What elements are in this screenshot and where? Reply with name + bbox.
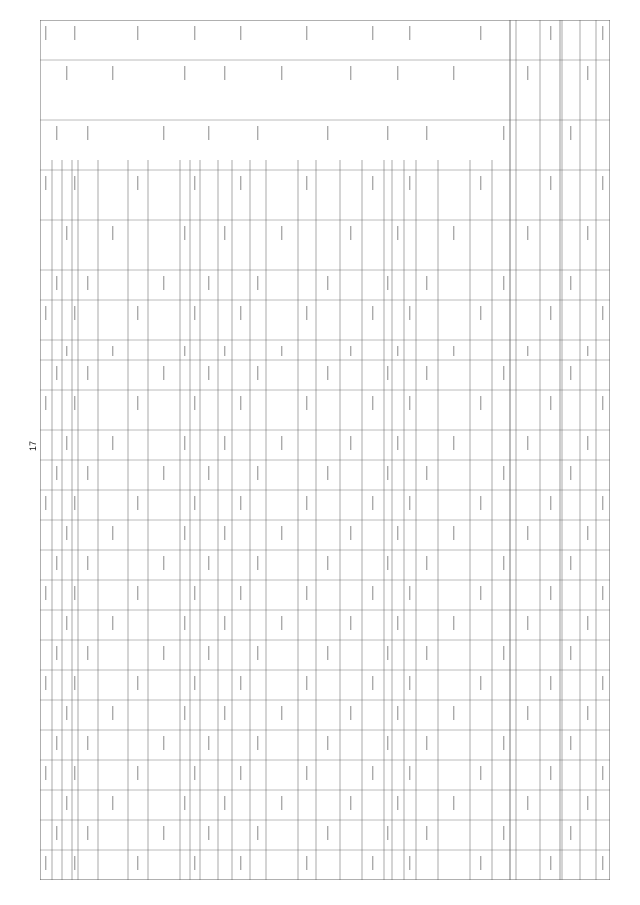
cell-text-mark — [306, 26, 307, 40]
cell-text-mark — [257, 466, 258, 480]
cell-text-mark — [87, 466, 88, 480]
cell-text-mark — [224, 346, 225, 356]
cell-text-mark — [550, 676, 551, 690]
cell-text-mark — [602, 306, 603, 320]
cell-text-mark — [184, 66, 185, 80]
cell-text-mark — [45, 676, 46, 690]
cell-text-mark — [112, 66, 113, 80]
cell-text-mark — [87, 126, 88, 140]
cell-text-mark — [45, 766, 46, 780]
cell-text-mark — [112, 346, 113, 356]
cell-text-mark — [56, 276, 57, 290]
cell-text-mark — [240, 496, 241, 510]
cell-text-mark — [224, 436, 225, 450]
page-number: 17 — [28, 440, 39, 452]
cell-text-mark — [194, 856, 195, 870]
cell-text-mark — [240, 396, 241, 410]
cell-text-mark — [74, 586, 75, 600]
cell-text-mark — [74, 26, 75, 40]
cell-text-mark — [409, 856, 410, 870]
cell-text-mark — [587, 526, 588, 540]
cell-text-mark — [587, 706, 588, 720]
cell-text-mark — [327, 276, 328, 290]
cell-text-mark — [208, 646, 209, 660]
cell-text-mark — [208, 366, 209, 380]
cell-text-mark — [224, 66, 225, 80]
cell-text-mark — [397, 226, 398, 240]
cell-text-mark — [453, 226, 454, 240]
cell-text-mark — [570, 366, 571, 380]
cell-text-mark — [350, 796, 351, 810]
cell-text-mark — [480, 766, 481, 780]
cell-text-mark — [281, 346, 282, 356]
cell-text-mark — [257, 736, 258, 750]
cell-text-mark — [397, 66, 398, 80]
cell-text-mark — [350, 226, 351, 240]
cell-text-mark — [74, 496, 75, 510]
cell-text-mark — [503, 276, 504, 290]
cell-text-mark — [281, 226, 282, 240]
cell-text-mark — [66, 66, 67, 80]
cell-text-mark — [397, 706, 398, 720]
cell-text-mark — [426, 126, 427, 140]
cell-text-mark — [503, 646, 504, 660]
cell-text-mark — [426, 466, 427, 480]
cell-text-mark — [453, 706, 454, 720]
cell-text-mark — [137, 856, 138, 870]
cell-text-mark — [87, 366, 88, 380]
cell-text-mark — [137, 496, 138, 510]
cell-text-mark — [184, 616, 185, 630]
cell-text-mark — [208, 276, 209, 290]
cell-text-mark — [281, 706, 282, 720]
cell-text-mark — [587, 796, 588, 810]
cell-text-mark — [602, 676, 603, 690]
cell-text-mark — [587, 616, 588, 630]
cell-text-mark — [570, 466, 571, 480]
cell-text-mark — [257, 556, 258, 570]
cell-text-mark — [306, 496, 307, 510]
cell-text-mark — [550, 856, 551, 870]
cell-text-mark — [550, 396, 551, 410]
cell-text-mark — [306, 856, 307, 870]
cell-text-mark — [224, 226, 225, 240]
cell-text-mark — [327, 126, 328, 140]
cell-text-mark — [281, 436, 282, 450]
cell-text-mark — [570, 276, 571, 290]
cell-text-mark — [426, 646, 427, 660]
cell-text-mark — [137, 176, 138, 190]
cell-text-mark — [453, 346, 454, 356]
cell-text-mark — [45, 176, 46, 190]
cell-text-mark — [426, 366, 427, 380]
cell-text-mark — [602, 766, 603, 780]
cell-text-mark — [184, 226, 185, 240]
cell-text-mark — [350, 66, 351, 80]
cell-text-mark — [240, 856, 241, 870]
cell-text-mark — [208, 556, 209, 570]
cell-text-mark — [184, 436, 185, 450]
cell-text-mark — [66, 616, 67, 630]
cell-text-mark — [527, 436, 528, 450]
cell-text-mark — [240, 306, 241, 320]
cell-text-mark — [587, 66, 588, 80]
cell-text-mark — [257, 646, 258, 660]
cell-text-mark — [397, 616, 398, 630]
cell-text-mark — [570, 736, 571, 750]
cell-text-mark — [208, 466, 209, 480]
cell-text-mark — [208, 826, 209, 840]
cell-text-mark — [194, 26, 195, 40]
cell-text-mark — [527, 706, 528, 720]
cell-text-mark — [480, 26, 481, 40]
cell-text-mark — [372, 396, 373, 410]
cell-text-mark — [453, 436, 454, 450]
cell-text-mark — [372, 766, 373, 780]
cell-text-mark — [184, 796, 185, 810]
cell-text-mark — [409, 176, 410, 190]
cell-text-mark — [550, 586, 551, 600]
cell-text-mark — [527, 526, 528, 540]
cell-text-mark — [194, 766, 195, 780]
cell-text-mark — [527, 616, 528, 630]
cell-text-mark — [397, 436, 398, 450]
cell-text-mark — [327, 366, 328, 380]
cell-text-mark — [409, 396, 410, 410]
cell-text-mark — [550, 496, 551, 510]
cell-text-mark — [208, 126, 209, 140]
cell-text-mark — [480, 396, 481, 410]
cell-text-mark — [224, 796, 225, 810]
cell-text-mark — [163, 466, 164, 480]
cell-text-mark — [587, 346, 588, 356]
cell-text-mark — [602, 176, 603, 190]
cell-text-mark — [74, 856, 75, 870]
cell-text-mark — [194, 306, 195, 320]
cell-text-mark — [602, 396, 603, 410]
cell-text-mark — [306, 306, 307, 320]
cell-text-mark — [163, 826, 164, 840]
cell-text-mark — [570, 556, 571, 570]
cell-text-mark — [66, 346, 67, 356]
cell-text-mark — [409, 496, 410, 510]
cell-text-mark — [56, 466, 57, 480]
cell-text-mark — [453, 526, 454, 540]
cell-text-mark — [194, 396, 195, 410]
cell-text-mark — [45, 586, 46, 600]
cell-text-mark — [372, 306, 373, 320]
cell-text-mark — [184, 346, 185, 356]
cell-text-mark — [550, 26, 551, 40]
cell-text-mark — [570, 826, 571, 840]
cell-text-mark — [372, 496, 373, 510]
cell-text-mark — [480, 176, 481, 190]
cell-text-mark — [602, 26, 603, 40]
cell-text-mark — [257, 366, 258, 380]
cell-text-mark — [240, 766, 241, 780]
cell-text-mark — [74, 176, 75, 190]
cell-text-mark — [56, 646, 57, 660]
cell-text-mark — [527, 66, 528, 80]
cell-text-mark — [112, 796, 113, 810]
cell-text-mark — [602, 496, 603, 510]
cell-text-mark — [387, 126, 388, 140]
cell-text-mark — [350, 706, 351, 720]
cell-text-mark — [281, 616, 282, 630]
cell-text-mark — [240, 676, 241, 690]
cell-text-mark — [387, 646, 388, 660]
cell-text-mark — [480, 676, 481, 690]
cell-text-mark — [397, 526, 398, 540]
cell-text-mark — [527, 346, 528, 356]
cell-text-mark — [409, 586, 410, 600]
cell-text-mark — [194, 676, 195, 690]
cell-text-mark — [184, 526, 185, 540]
cell-text-mark — [74, 766, 75, 780]
cell-text-mark — [602, 856, 603, 870]
cell-text-mark — [550, 766, 551, 780]
cell-text-mark — [327, 736, 328, 750]
cell-text-mark — [327, 556, 328, 570]
cell-text-mark — [66, 526, 67, 540]
cell-text-mark — [137, 396, 138, 410]
cell-text-mark — [66, 226, 67, 240]
cell-text-mark — [350, 436, 351, 450]
cell-text-mark — [224, 706, 225, 720]
cell-text-mark — [87, 646, 88, 660]
cell-text-mark — [224, 616, 225, 630]
cell-text-mark — [137, 676, 138, 690]
cell-text-mark — [45, 26, 46, 40]
cell-text-mark — [281, 526, 282, 540]
cell-text-mark — [45, 496, 46, 510]
cell-text-mark — [74, 396, 75, 410]
cell-text-mark — [257, 826, 258, 840]
cell-text-mark — [74, 676, 75, 690]
cell-text-mark — [503, 736, 504, 750]
cell-text-mark — [426, 826, 427, 840]
cell-text-mark — [387, 366, 388, 380]
table-border — [40, 20, 610, 880]
cell-text-mark — [503, 366, 504, 380]
cell-text-mark — [409, 26, 410, 40]
cell-text-mark — [397, 796, 398, 810]
cell-text-mark — [372, 856, 373, 870]
cell-text-mark — [137, 26, 138, 40]
cell-text-mark — [208, 736, 209, 750]
cell-text-mark — [550, 176, 551, 190]
cell-text-mark — [306, 586, 307, 600]
cell-text-mark — [527, 796, 528, 810]
cell-text-mark — [480, 496, 481, 510]
cell-text-mark — [350, 526, 351, 540]
cell-text-mark — [163, 126, 164, 140]
cell-text-mark — [112, 616, 113, 630]
cell-text-mark — [281, 796, 282, 810]
cell-text-mark — [350, 616, 351, 630]
cell-text-mark — [527, 226, 528, 240]
cell-text-mark — [137, 586, 138, 600]
cell-text-mark — [74, 306, 75, 320]
cell-text-mark — [184, 706, 185, 720]
cell-text-mark — [112, 436, 113, 450]
cell-text-mark — [503, 556, 504, 570]
cell-text-mark — [240, 586, 241, 600]
cell-text-mark — [426, 276, 427, 290]
rotated-table-sheet — [40, 20, 610, 880]
cell-text-mark — [194, 496, 195, 510]
cell-text-mark — [66, 436, 67, 450]
cell-text-mark — [453, 616, 454, 630]
cell-text-mark — [587, 436, 588, 450]
cell-text-mark — [409, 766, 410, 780]
cell-text-mark — [163, 276, 164, 290]
cell-text-mark — [480, 586, 481, 600]
cell-text-mark — [137, 306, 138, 320]
cell-text-mark — [387, 736, 388, 750]
cell-text-mark — [372, 586, 373, 600]
cell-text-mark — [306, 766, 307, 780]
cell-text-mark — [163, 556, 164, 570]
cell-text-mark — [240, 176, 241, 190]
cell-text-mark — [503, 466, 504, 480]
cell-text-mark — [194, 586, 195, 600]
cell-text-mark — [163, 646, 164, 660]
cell-text-mark — [56, 736, 57, 750]
cell-text-mark — [453, 796, 454, 810]
cell-text-mark — [409, 306, 410, 320]
budget-table — [40, 20, 610, 880]
cell-text-mark — [550, 306, 551, 320]
cell-text-mark — [281, 66, 282, 80]
cell-text-mark — [257, 126, 258, 140]
cell-text-mark — [387, 556, 388, 570]
cell-text-mark — [397, 346, 398, 356]
cell-text-mark — [453, 66, 454, 80]
cell-text-mark — [112, 526, 113, 540]
cell-text-mark — [350, 346, 351, 356]
cell-text-mark — [306, 396, 307, 410]
cell-text-mark — [56, 366, 57, 380]
cell-text-mark — [163, 366, 164, 380]
cell-text-mark — [163, 736, 164, 750]
cell-text-mark — [372, 26, 373, 40]
cell-text-mark — [87, 276, 88, 290]
cell-text-mark — [372, 676, 373, 690]
cell-text-mark — [387, 826, 388, 840]
cell-text-mark — [45, 306, 46, 320]
cell-text-mark — [87, 556, 88, 570]
cell-text-mark — [224, 526, 225, 540]
cell-text-mark — [387, 466, 388, 480]
cell-text-mark — [327, 466, 328, 480]
cell-text-mark — [45, 396, 46, 410]
cell-text-mark — [602, 586, 603, 600]
cell-text-mark — [306, 676, 307, 690]
cell-text-mark — [570, 126, 571, 140]
cell-text-mark — [56, 126, 57, 140]
cell-text-mark — [66, 796, 67, 810]
cell-text-mark — [327, 826, 328, 840]
cell-text-mark — [194, 176, 195, 190]
cell-text-mark — [87, 826, 88, 840]
cell-text-mark — [112, 226, 113, 240]
cell-text-mark — [570, 646, 571, 660]
cell-text-mark — [387, 276, 388, 290]
cell-text-mark — [503, 126, 504, 140]
cell-text-mark — [409, 676, 410, 690]
cell-text-mark — [137, 766, 138, 780]
cell-text-mark — [480, 306, 481, 320]
cell-text-mark — [66, 706, 67, 720]
cell-text-mark — [112, 706, 113, 720]
cell-text-mark — [87, 736, 88, 750]
cell-text-mark — [306, 176, 307, 190]
cell-text-mark — [240, 26, 241, 40]
cell-text-mark — [426, 736, 427, 750]
cell-text-mark — [426, 556, 427, 570]
cell-text-mark — [56, 556, 57, 570]
cell-text-mark — [56, 826, 57, 840]
cell-text-mark — [257, 276, 258, 290]
cell-text-mark — [327, 646, 328, 660]
cell-text-mark — [372, 176, 373, 190]
cell-text-mark — [503, 826, 504, 840]
cell-text-mark — [45, 856, 46, 870]
cell-text-mark — [587, 226, 588, 240]
cell-text-mark — [480, 856, 481, 870]
